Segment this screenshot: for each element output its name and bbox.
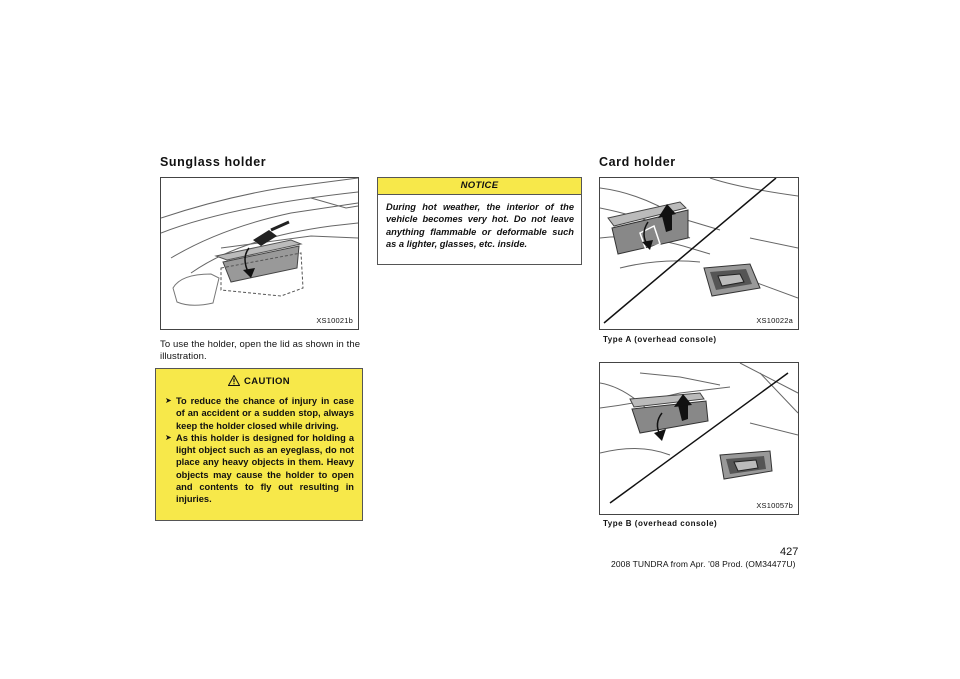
warning-triangle-icon — [228, 375, 240, 389]
page-number: 427 — [780, 546, 799, 558]
sunglass-holder-drawing — [161, 178, 358, 329]
card-holder-heading: Card holder — [599, 155, 676, 169]
caution-box — [155, 368, 363, 521]
card-figure-a-code: XS10022a — [756, 316, 793, 325]
card-figure-a-caption: Type A (overhead console) — [603, 335, 717, 344]
caution-item — [165, 395, 354, 432]
sunglass-instruction: To use the holder, open the lid as shown in the illustration. — [160, 339, 361, 362]
card-holder-drawing-type-b — [600, 363, 798, 514]
notice-title: NOTICE — [378, 178, 581, 195]
card-figure-b-caption: Type B (overhead console) — [603, 519, 718, 528]
card-holder-illustration-type-a — [599, 177, 799, 330]
notice-box — [377, 177, 582, 265]
caution-title — [156, 375, 362, 389]
card-figure-b-code: XS10057b — [756, 501, 793, 510]
caution-title-text: CAUTION — [243, 376, 291, 387]
card-holder-drawing-type-a — [600, 178, 798, 329]
bullet-icon: ➤ — [165, 432, 172, 442]
card-holder-illustration-type-b — [599, 362, 799, 515]
bullet-icon: ➤ — [165, 396, 172, 405]
caution-list — [165, 395, 354, 506]
caution-item-text: To reduce the chance of injury in case of an accident or a sudden stop, always keep the holder closed while driving. — [176, 396, 354, 431]
sunglass-holder-heading: Sunglass holder — [160, 155, 267, 169]
sunglass-figure-code: XS10021b — [316, 316, 353, 325]
caution-item — [165, 432, 354, 506]
sunglass-holder-illustration — [160, 177, 359, 330]
notice-body: During hot weather, the interior of the vehicle becomes very hot. Do not leave anything flammable or deformable such as a lighter, glasses, etc. inside. — [386, 202, 574, 249]
edition-label: 2008 TUNDRA from Apr. ’08 Prod. (OM34477U) — [611, 559, 796, 569]
caution-item-text: As this holder is designed for holding a light object such as an eyeglass, do not place any heavy objects in them. Heavy objects may cause the holder to open and contents to fly out resulting in injuries. — [176, 432, 354, 505]
